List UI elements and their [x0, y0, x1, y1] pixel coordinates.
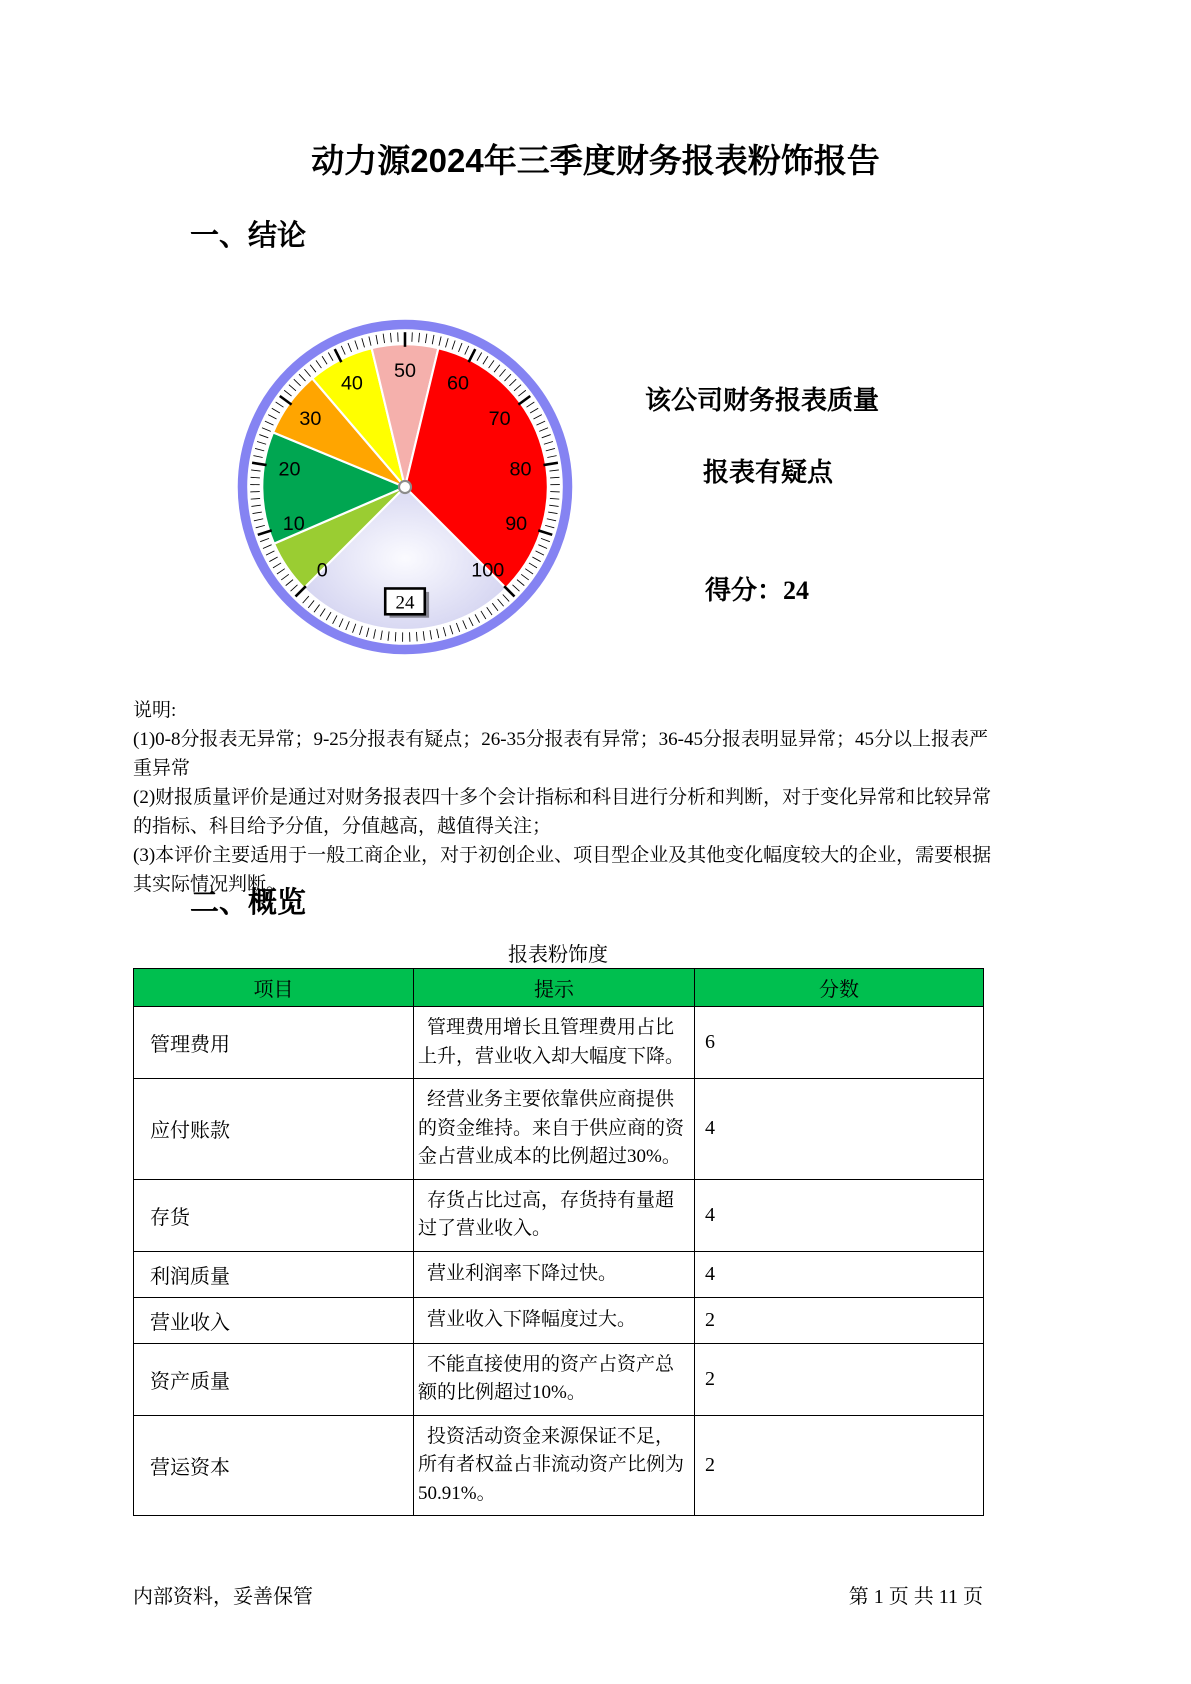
quality-title: 该公司财务报表质量	[645, 386, 880, 415]
col-header-score: 分数	[695, 969, 984, 1007]
score-value: 24	[783, 576, 810, 605]
table-caption: 报表粉饰度	[508, 944, 608, 966]
item-cell: 营业收入	[134, 1297, 414, 1343]
note-line-1: (1)0-8分报表无异常；9-25分报表有疑点；26-35分报表有异常；36-45分报表明显异常；45分以上报表严重异常	[133, 729, 988, 779]
hint-cell: 营业收入下降幅度过大。	[414, 1297, 695, 1343]
score-cell: 4	[695, 1251, 984, 1297]
table-row	[134, 1343, 984, 1415]
col-header-item: 项目	[134, 969, 414, 1007]
svg-text:100: 100	[471, 559, 505, 582]
item-cell: 营运资本	[134, 1415, 414, 1516]
svg-text:90: 90	[505, 513, 528, 535]
report-title: 动力源2024年三季度财务报表粉饰报告	[311, 142, 880, 179]
col-header-hint: 提示	[414, 969, 695, 1007]
note-line-2: (2)财报质量评价是通过对财务报表四十多个会计指标和科目进行分析和判断，对于变化异常和比较异常的指标、科目给予分值，分值越高，越值得关注；	[133, 787, 992, 837]
svg-text:0: 0	[316, 559, 328, 582]
hint-cell: 经营业务主要依靠供应商提供的资金维持。来自于供应商的资金占营业成本的比例超过30%。	[414, 1079, 695, 1180]
hint-cell: 管理费用增长且管理费用占比上升，营业收入却大幅度下降。	[414, 1007, 695, 1079]
item-cell: 管理费用	[134, 1007, 414, 1079]
score-cell: 2	[695, 1343, 984, 1415]
score-cell: 2	[695, 1297, 984, 1343]
footer-page-number: 第 1 页 共 11 页	[848, 1586, 983, 1608]
footer-confidential-note: 内部资料，妥善保管	[133, 1586, 313, 1608]
hint-cell: 投资活动资金来源保证不足，所有者权益占非流动资产比例为50.91%。	[414, 1415, 695, 1516]
polish-table	[133, 968, 984, 1516]
notes-block	[133, 696, 997, 899]
section-conclusion-heading: 一、结论	[190, 220, 307, 252]
score-cell: 2	[695, 1415, 984, 1516]
hint-cell: 存货占比过高，存货持有量超过了营业收入。	[414, 1179, 695, 1251]
svg-text:40: 40	[340, 372, 363, 395]
score-line	[705, 570, 809, 607]
notes-label: 说明:	[133, 700, 177, 721]
table-row	[134, 1179, 984, 1251]
table-row	[134, 1297, 984, 1343]
svg-text:30: 30	[299, 408, 322, 431]
score-gauge	[233, 315, 577, 659]
score-label: 得分：	[705, 576, 784, 605]
section-overview-heading: 二、概览	[190, 887, 307, 919]
item-cell: 应付账款	[134, 1079, 414, 1180]
svg-text:10: 10	[282, 513, 305, 535]
score-cell: 4	[695, 1179, 984, 1251]
item-cell: 存货	[134, 1179, 414, 1251]
item-cell: 资产质量	[134, 1343, 414, 1415]
table-row	[134, 1079, 984, 1180]
hint-cell: 不能直接使用的资产占资产总额的比例超过10%。	[414, 1343, 695, 1415]
table-row	[134, 1007, 984, 1079]
svg-text:60: 60	[447, 372, 470, 395]
score-cell: 6	[695, 1007, 984, 1079]
svg-text:80: 80	[509, 458, 532, 481]
note-line-3: (3)本评价主要适用于一般工商企业，对于初创企业、项目型企业及其他变化幅度较大的企业，需要根据其实际情况判断。	[133, 845, 992, 895]
table-row	[134, 1415, 984, 1516]
svg-text:24: 24	[395, 592, 415, 614]
quality-verdict: 报表有疑点	[703, 458, 834, 487]
table-row	[134, 1251, 984, 1297]
svg-text:50: 50	[394, 359, 416, 382]
table-header-row	[134, 969, 984, 1007]
score-cell: 4	[695, 1079, 984, 1180]
svg-text:20: 20	[278, 458, 301, 481]
hint-cell: 营业利润率下降过快。	[414, 1251, 695, 1297]
item-cell: 利润质量	[134, 1251, 414, 1297]
svg-text:70: 70	[488, 408, 511, 431]
